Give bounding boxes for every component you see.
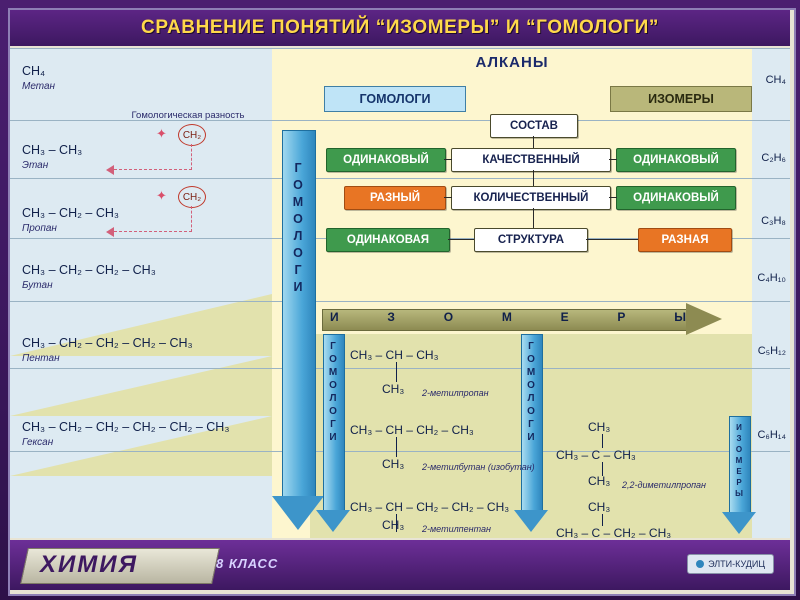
chip-gomologi (324, 86, 466, 112)
criterion-label: КОЛИЧЕСТВЕННЫЙ (473, 192, 589, 204)
connector-horizontal (448, 239, 474, 240)
gomologi-small-arrow-2 (518, 334, 544, 534)
brand-subtitle: 8 КЛАСС (216, 556, 279, 571)
row-divider (10, 120, 790, 121)
connector-horizontal (609, 159, 617, 160)
value-izomery-kachestvenny (616, 148, 736, 172)
letter: М (501, 310, 512, 324)
connector-horizontal (444, 159, 452, 160)
homolog-name: Пропан (22, 223, 57, 234)
value-label: РАЗНАЯ (661, 234, 709, 246)
chip-izomery (610, 86, 752, 112)
value-label: РАЗНЫЙ (370, 192, 420, 204)
ch2-increment-label: CH₂ (182, 191, 202, 203)
homolog-difference-label: Гомологическая разность (131, 110, 245, 121)
connector-horizontal (609, 197, 617, 198)
isomer-chain: CH₃ – C – CH₂ – CH₃ (556, 526, 672, 540)
criterion-struktura (474, 228, 588, 252)
publisher-logo (687, 554, 774, 574)
bond-stick (396, 437, 397, 457)
general-formula: C₃H₈ (761, 215, 786, 227)
isomer-top-branch: CH₃ (588, 500, 611, 514)
arrow-label-text: И З О М Е Р Ы (735, 423, 743, 498)
spark-icon: ✦ (156, 188, 167, 203)
homolog-formula: CH₃ – CH₂ – CH₂ – CH₂ – CH₃ (22, 336, 193, 350)
arrow-head (316, 510, 350, 532)
row-divider (10, 368, 790, 369)
general-formula: C₂H₆ (761, 152, 786, 164)
isomer-branch: CH₃ (382, 457, 405, 471)
poster-title-bar (10, 10, 790, 46)
izomery-small-arrow (726, 416, 752, 534)
chip-izomery-label: ИЗОМЕРЫ (648, 92, 714, 106)
arrow-head (722, 512, 756, 534)
connector-horizontal (444, 197, 452, 198)
arrow-head (686, 303, 722, 335)
letter: Ы (674, 310, 686, 324)
criterion-label: КАЧЕСТВЕННЫЙ (482, 154, 580, 166)
value-izomery-kolichestvenny (616, 186, 736, 210)
isomer-chain: CH₃ – CH – CH₂ – CH₂ – CH₃ (350, 500, 510, 514)
arrow-label (323, 340, 343, 444)
logo-dot-icon (696, 560, 704, 568)
arrow-label (521, 340, 541, 444)
ch2-increment-badge (178, 124, 206, 146)
increment-arrow-line (114, 169, 192, 170)
increment-arrow-stem (191, 206, 192, 232)
value-label: ОДИНАКОВЫЙ (633, 192, 719, 204)
value-gomologi-struktura (326, 228, 450, 252)
connector-horizontal (586, 239, 638, 240)
arrow-label (729, 422, 749, 499)
letter: Р (617, 310, 626, 324)
arrow-label-text: Г О М О Л О Г И (526, 341, 536, 443)
gomologi-vertical-label (282, 160, 314, 296)
isomer-top-branch: CH₃ (588, 420, 611, 434)
isomer-name: 2-метилпентан (422, 524, 491, 534)
isomer-chain: CH₃ – CH – CH₃ (350, 348, 439, 362)
value-label: ОДИНАКОВАЯ (346, 234, 430, 246)
letter: И (330, 310, 339, 324)
isomer-chain: CH₃ – CH – CH₂ – CH₃ (350, 423, 474, 437)
spark-icon: ✦ (156, 126, 167, 141)
criterion-kolichestvenny (451, 186, 611, 210)
row-divider (10, 178, 790, 179)
alkany-heading: АЛКАНЫ (475, 54, 549, 71)
poster-canvas (10, 48, 790, 538)
row-divider (10, 48, 790, 49)
isomer-name: 2-метилбутан (изобутан) (422, 462, 535, 472)
value-izomery-struktura (638, 228, 732, 252)
value-gomologi-kachestvenny (326, 148, 446, 172)
gomologi-vertical-text: Г О М О Л О Г И (292, 161, 304, 294)
value-gomologi-kolichestvenny (344, 186, 446, 210)
chip-gomologi-label: ГОМОЛОГИ (359, 92, 431, 106)
letter: З (387, 310, 395, 324)
isomer-chain: CH₃ – C – CH₃ (556, 448, 636, 462)
homolog-name: Бутан (22, 280, 53, 291)
page-title: СРАВНЕНИЕ ПОНЯТИЙ “ИЗОМЕРЫ” И “ГОМОЛОГИ” (141, 17, 659, 38)
general-formula: C₄H₁₀ (757, 272, 786, 284)
brand-title: ХИМИЯ (40, 551, 139, 578)
letter: О (443, 310, 454, 324)
homolog-name: Этан (22, 160, 49, 171)
isomer-branch: CH₃ (382, 382, 405, 396)
isomer-branch: CH₃ (382, 518, 405, 532)
letter: Е (560, 310, 569, 324)
bond-stick (396, 362, 397, 382)
isomer-name: 2,2-диметилпропан (622, 480, 707, 490)
homolog-formula: CH₄ (22, 64, 46, 78)
criterion-sostav (490, 114, 578, 138)
homolog-name: Гексан (22, 437, 54, 448)
homolog-name: Метан (22, 81, 56, 92)
homolog-formula: CH₃ – CH₂ – CH₃ (22, 206, 119, 220)
ch2-increment-label: CH₂ (182, 129, 202, 141)
general-formula: CH₄ (765, 74, 786, 86)
criterion-label: СТРУКТУРА (497, 234, 565, 246)
homolog-name: Пентан (22, 353, 60, 364)
general-formula: C₅H₁₂ (757, 345, 786, 357)
arrow-head (514, 510, 548, 532)
homolog-formula: CH₃ – CH₂ – CH₂ – CH₃ (22, 263, 156, 277)
value-label: ОДИНАКОВЫЙ (633, 154, 719, 166)
arrow-label-text: Г О М О Л О Г И (328, 341, 338, 443)
izomery-horizontal-arrow (322, 306, 722, 332)
izomery-arrow-letters (330, 310, 686, 324)
homolog-formula: CH₃ – CH₂ – CH₂ – CH₂ – CH₂ – CH₃ (22, 420, 230, 434)
isomer-name: 2-метилпропан (422, 388, 489, 398)
increment-arrow-stem (191, 144, 192, 170)
row-divider (10, 451, 790, 452)
isomer-bottom-branch: CH₃ (588, 474, 611, 488)
publisher-logo-text: ЭЛТИ-КУДИЦ (708, 559, 765, 569)
general-formula: C₆H₁₄ (757, 429, 786, 441)
criterion-kachestvenny (451, 148, 611, 172)
increment-arrow-head (106, 165, 114, 175)
ch2-increment-badge (178, 186, 206, 208)
general-formula-column (752, 48, 790, 538)
increment-arrow-head (106, 227, 114, 237)
gomologi-small-arrow-1 (320, 334, 346, 534)
increment-arrow-line (114, 231, 192, 232)
bond-stick (602, 514, 603, 526)
criterion-label: СОСТАВ (510, 120, 558, 132)
value-label: ОДИНАКОВЫЙ (343, 154, 429, 166)
connector-vertical (533, 208, 534, 228)
row-divider (10, 301, 790, 302)
homolog-formula: CH₃ – CH₃ (22, 143, 83, 157)
connector-vertical (533, 170, 534, 186)
bond-stick (602, 434, 603, 448)
